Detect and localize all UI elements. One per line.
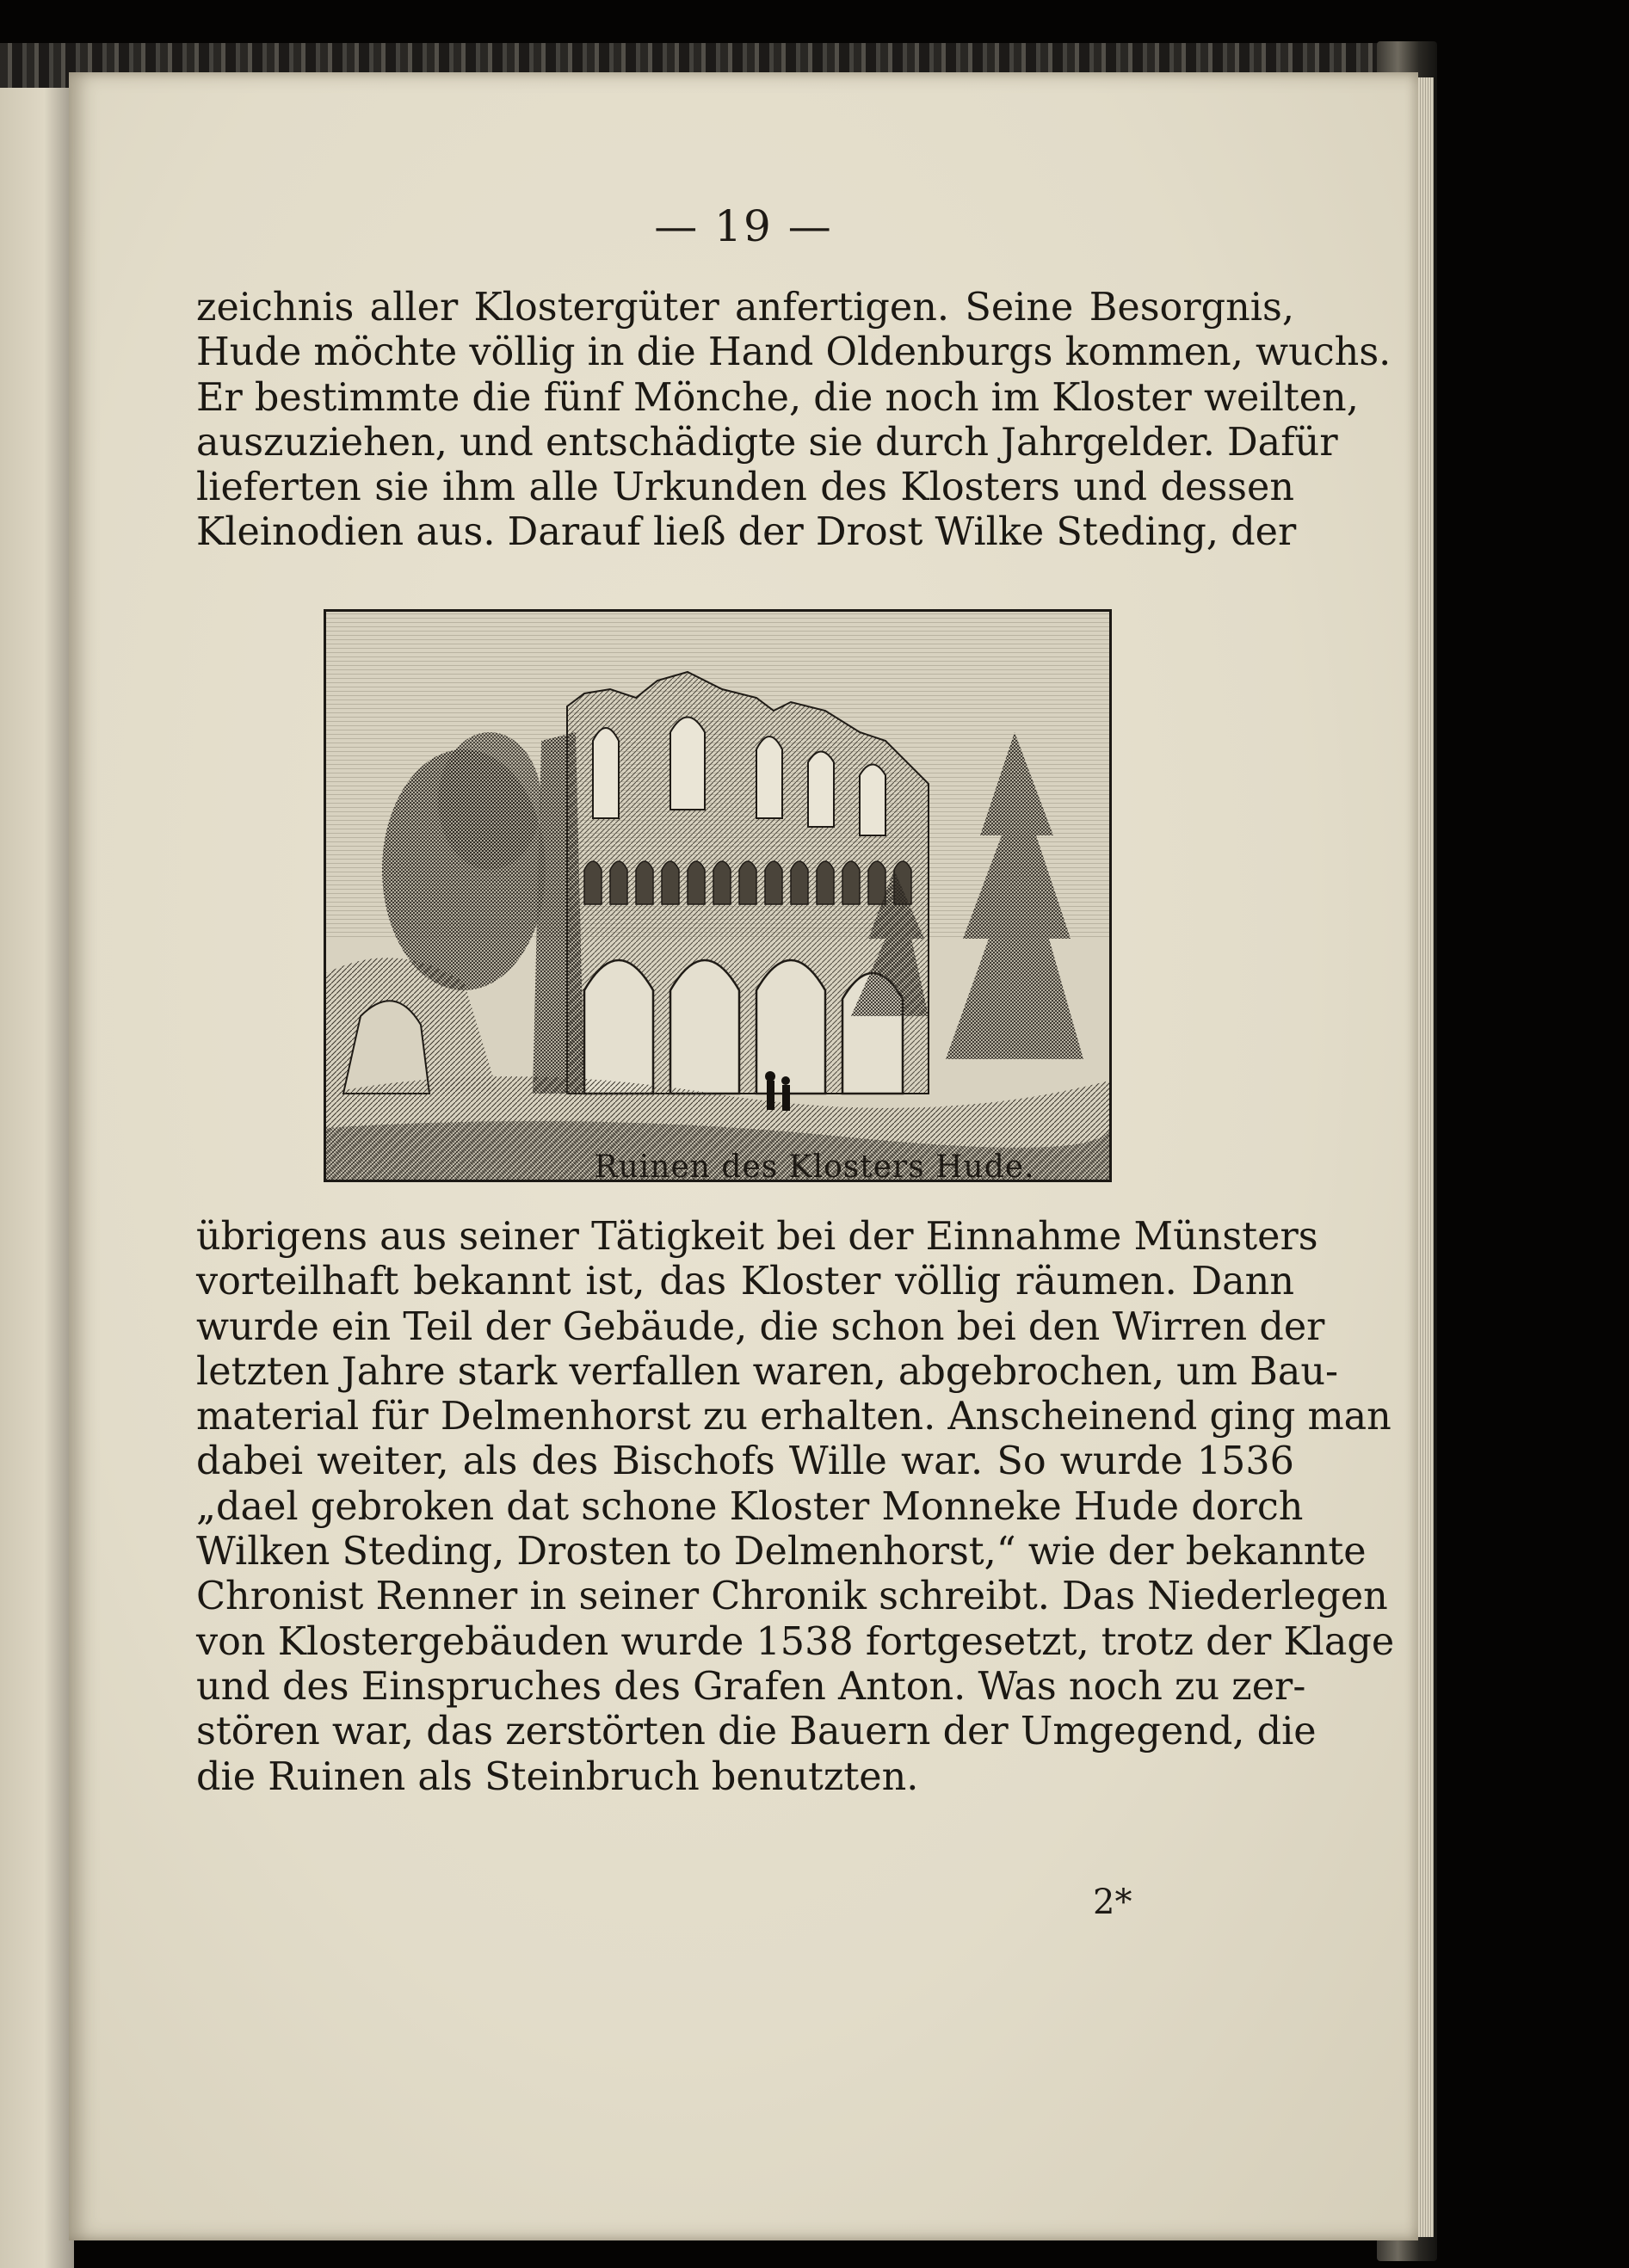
text-line: dabei weiter, als des Bischofs Wille war. So wurde 1536	[196, 1439, 1294, 1484]
text-line: Kleinodien aus. Darauf ließ der Drost Wilke Steding, der	[196, 510, 1297, 555]
text-line: auszuziehen, und entschädigte sie durch Jahrgelder. Dafür	[196, 420, 1338, 465]
text-line: und des Einspruches des Grafen Anton. Was noch zu zer-	[196, 1664, 1306, 1709]
ruins-engraving	[326, 612, 1109, 1180]
text-line: wurde ein Teil der Gebäude, die schon bei den Wirren der	[196, 1304, 1325, 1349]
page-number: — 19 —	[654, 201, 833, 251]
text-line: vorteilhaft bekannt ist, das Kloster völlig räumen. Dann	[196, 1260, 1294, 1304]
text-line: material für Delmenhorst zu erhalten. Anscheinend ging man	[196, 1395, 1391, 1439]
text-line: lieferten sie ihm alle Urkunden des Klosters und dessen	[196, 465, 1294, 510]
text-line: die Ruinen als Steinbruch benutzten.	[196, 1754, 919, 1799]
text-block-bottom	[196, 1215, 1395, 1800]
figure-caption: Ruinen des Klosters Hude.	[594, 1149, 1035, 1185]
text-line: zeichnis aller Klostergüter anfertigen. Seine Besorgnis,	[196, 286, 1294, 330]
text-block-top	[196, 286, 1391, 556]
text-line: Er bestimmte die fünf Mönche, die noch im Kloster weilten,	[196, 375, 1359, 420]
text-line: übrigens aus seiner Tätigkeit bei der Einnahme Münsters	[196, 1215, 1318, 1259]
text-line: Wilken Steding, Drosten to Delmenhorst,“ wie der bekannte	[196, 1530, 1367, 1575]
text-line: „dael gebroken dat schone Kloster Monneke Hude dorch	[196, 1484, 1304, 1529]
ruins-illustration	[324, 609, 1112, 1182]
text-line: letzten Jahre stark verfallen waren, abgebrochen, um Bau-	[196, 1349, 1339, 1394]
text-line: Chronist Renner in seiner Chronik schreibt. Das Niederlegen	[196, 1575, 1388, 1619]
text-line: Hude möchte völlig in die Hand Oldenburgs kommen, wuchs.	[196, 330, 1391, 375]
text-line: von Klostergebäuden wurde 1538 fortgesetzt, trotz der Klage	[196, 1619, 1395, 1664]
text-line: stören war, das zerstörten die Bauern der Umgegend, die	[196, 1710, 1317, 1754]
signature-mark: 2*	[1093, 1883, 1132, 1922]
